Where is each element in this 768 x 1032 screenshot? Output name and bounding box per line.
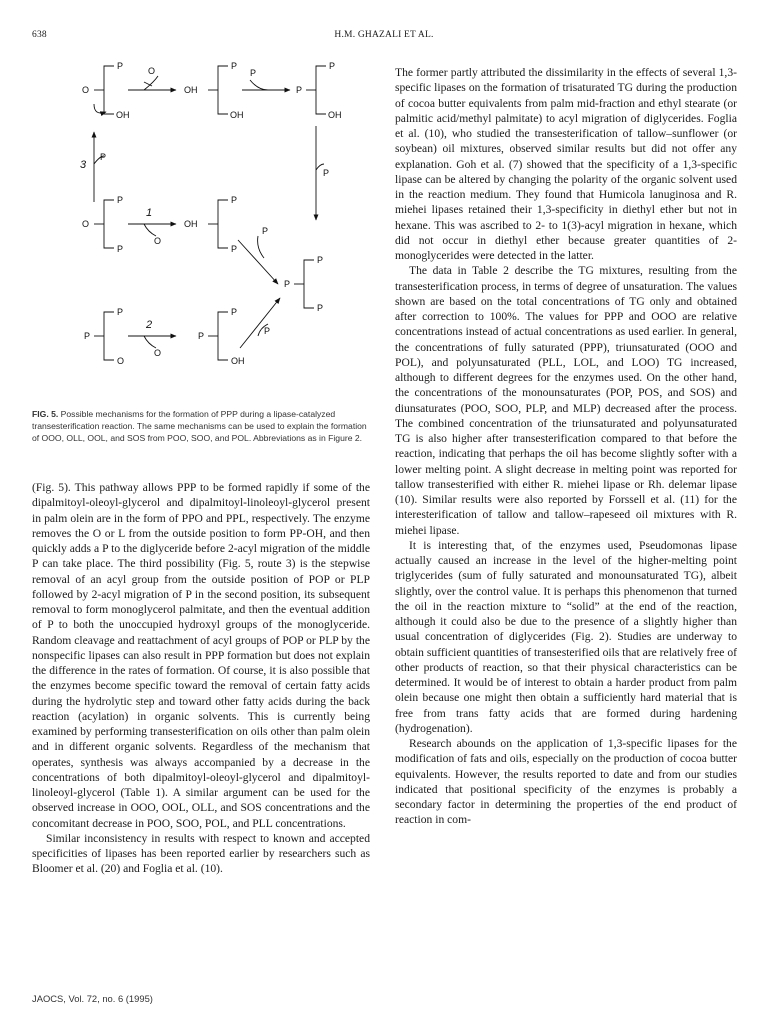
left-paragraph: Similar inconsistency in results with respect to known and accepted specificities of lipases has been reported earlier by researchers such as Bloomer et al. (20) and Foglia et al. (10).: [32, 831, 370, 876]
page-number: 638: [32, 30, 47, 40]
right-paragraph: The data in Table 2 describe the TG mixtures, resulting from the transesterification process, in terms of degree of unsaturation. The values shown are based on the total concentrations of TG only and obtained after correction to 100%. The values for PPP and OOO are relative concentrations instead of actual concentrations as used earlier. In general, the concentrations of fully saturated (PPP), triunsaturated (OOO and POL), and polyunsaturated (PLL, LOL, and LOO) TG increased, although to different degrees for the enzymes used. On the other hand, the concentrations of the monounsaturates (POP, POS, and SOS) and diunsaturates (POO, SOO, PLP, and MLP) decreased after the process. The combined concentration of the triunsaturated and polyunsaturated TG is also higher after transesterification compared to that before the reaction, indicating that perhaps the oil has become slightly softer with a lower melting point. A slight decrease in melting point was reported for tallow transesterified with either R. miehei lipase or Rh. delemar lipase (10). Similar results were also reported by Forssell et al. (11) for the interesterification of tallow and tallow–rapeseed oil mixtures with R. miehei lipase.: [395, 264, 737, 537]
bond-line: [304, 260, 314, 308]
label-p: P: [231, 307, 238, 317]
label-oh: OH: [184, 85, 198, 95]
reaction-arrow: [240, 298, 280, 348]
label-o: O: [82, 219, 90, 229]
label-p: P: [231, 61, 238, 71]
label-p: P: [262, 226, 269, 236]
label-o-leaving: O: [148, 66, 156, 76]
bond-line: [104, 200, 114, 248]
journal-footer: JAOCS, Vol. 72, no. 6 (1995): [32, 993, 153, 1004]
bond-line: [218, 312, 228, 360]
bond-line: [144, 224, 156, 236]
label-p: P: [329, 61, 336, 71]
bond-line: [250, 80, 268, 90]
label-p: P: [317, 303, 324, 313]
right-paragraph: It is interesting that, of the enzymes used, Pseudomonas lipase actually caused an increase in the level of the higher-melting point triglycerides (sum of fully saturated and monounsaturated TG), albeit slightly, over the control value. It is perhaps this phenomenon that turned the oil in the reaction mixture to “solid” at the end of the reaction, although it could also be due to the presence of a slightly higher than usual concentration of diglycerides (Fig. 2). Studies are underway to obtain sufficient quantities of transesterified oils that are relatively free of other products of reaction, so that their physical characteristics can be determined. It would be of interest to obtain a harder product from palm olein because one might then obtain a sufficiently hard material that is free from trans fatty acids that are formed during hardening (hydrogenation).: [395, 538, 737, 735]
bond-line: [218, 200, 228, 248]
bond-line: [218, 66, 228, 114]
label-o-leaving: O: [154, 348, 162, 358]
label-p: P: [84, 331, 91, 341]
figure-caption-text: Possible mechanisms for the formation of PPP during a lipase-catalyzed transesterification reaction. The same mechanisms can be used to explain the formation of OOO, OLL, OOL, and SOS from POO, SOO, and POL. Abbreviations as in Figure 2.: [32, 409, 367, 444]
label-p: P: [100, 152, 107, 162]
left-column: [32, 480, 370, 877]
bond-line: [316, 66, 326, 114]
label-p: P: [117, 61, 124, 71]
label-p: P: [323, 168, 330, 178]
label-oh: OH: [231, 356, 245, 366]
right-column: [395, 65, 737, 828]
label-p: P: [117, 244, 124, 254]
label-p: P: [231, 244, 238, 254]
label-p: P: [198, 331, 205, 341]
figure-caption-label: FIG. 5.: [32, 409, 59, 419]
label-o: O: [117, 356, 125, 366]
route-3-label: 3: [80, 159, 87, 171]
label-p: P: [231, 195, 238, 205]
reaction-scheme-svg: [32, 52, 382, 392]
route-2-label: 2: [146, 319, 153, 331]
label-p: P: [264, 326, 271, 336]
label-oh: OH: [230, 110, 244, 120]
right-paragraph: Research abounds on the application of 1,3-specific lipases for the modification of fats and oils, especially on the production of cocoa butter equivalents. However, the results reported to date and from our studies indicated that positional specificity of the enzymes is probably a secondary factor in determining the properties of the end product of reaction in com-: [395, 737, 737, 827]
label-p: P: [250, 68, 257, 78]
figure-caption: [32, 408, 370, 445]
label-p: P: [117, 307, 124, 317]
label-oh: OH: [328, 110, 342, 120]
running-head: H.M. GHAZALI ET AL.: [334, 30, 434, 40]
label-oh: OH: [116, 110, 130, 120]
left-paragraph: (Fig. 5). This pathway allows PPP to be formed rapidly if some of the dipalmitoyl-oleoyl-glycerol and dipalmitoyl-linoleoyl-glycerol present in palm olein are in the form of PPO and PPL, respectively. The enzyme removes the O or L from the outside position to form PP-OH, and then quickly adds a P to the diglyceride before 2-acyl migration of the middle P can take place. The third possibility (Fig. 5, route 3) is the stepwise removal of an acyl group from the outside position of POP or PLP followed by 2-acyl migration of P in the second position, its subsequent removal to form monoglycerol palmitate, and then the eventual addition of P to both the unoccupied hydroxyl groups of the monoglyceride. Random cleavage and reattachment of acyl groups of POP or PLP by the nonspecific lipases can also result in PPP formation but does not explain the difference in the rates of formation. Of course, it is also possible that the enzymes become specific toward the removal of certain fatty acids during the hydrolytic step and toward other fatty acids during the back reaction (acylation) in organic solvents. This is currently being examined by performing transesterification on oils other than palm olein and in different organic solvents. Regardless of the mechanism that operates, synthesis was always accompanied by a decrease in the concentrations of both dipalmitoyl-oleoyl-glycerol and dipalmitoyl-linoleoyl-glycerol (Table 1). A similar argument can be used for the observed increase in OOO, OOL, OLL, and SOS concentrations and the concomitant decrease in POO, SOO, POL, and PLL concentrations.: [32, 481, 370, 830]
right-paragraph: The former partly attributed the dissimilarity in the effects of several 1,3-specific lipases on the formation of trisaturated TG during the production of cocoa butter equivalents from palm mid-fraction and ethyl stearate (or palmitic acid/methyl palmitate) to acyl migration of diglycerides. Foglia et al. (10), who studied the transesterification of tallow–sunflower (or soybean) oil mixtures, observed similar results but did not offer any explanation. Goh et al. (7) showed that the specificity of a 1,3-specific lipase can be altered by changing the polarity of the organic solvent used in the reaction medium. They found that Humicola lanuginosa and R. miehei lipases retained their 1,3-specificity in diethyl ether but not in hexane. This was ascribed to 2- to 1(3)-acyl migration in hexane, which did not occur in diethyl ether because greater quantities of 2-monoglycerides were detected in the latter.: [395, 66, 737, 262]
bond-line: [144, 336, 156, 348]
route-1-label: 1: [146, 207, 153, 219]
label-p: P: [296, 85, 303, 95]
label-o: O: [82, 85, 90, 95]
bond-line: [104, 66, 114, 114]
molecule-opoh: [82, 61, 130, 120]
label-p: P: [117, 195, 124, 205]
label-o-leaving: O: [154, 236, 162, 246]
label-p: P: [317, 255, 324, 265]
bond-line: [104, 312, 114, 360]
label-p: P: [284, 279, 291, 289]
label-oh: OH: [184, 219, 198, 229]
reaction-scheme-figure: [32, 52, 382, 392]
bond-line: [258, 236, 264, 258]
